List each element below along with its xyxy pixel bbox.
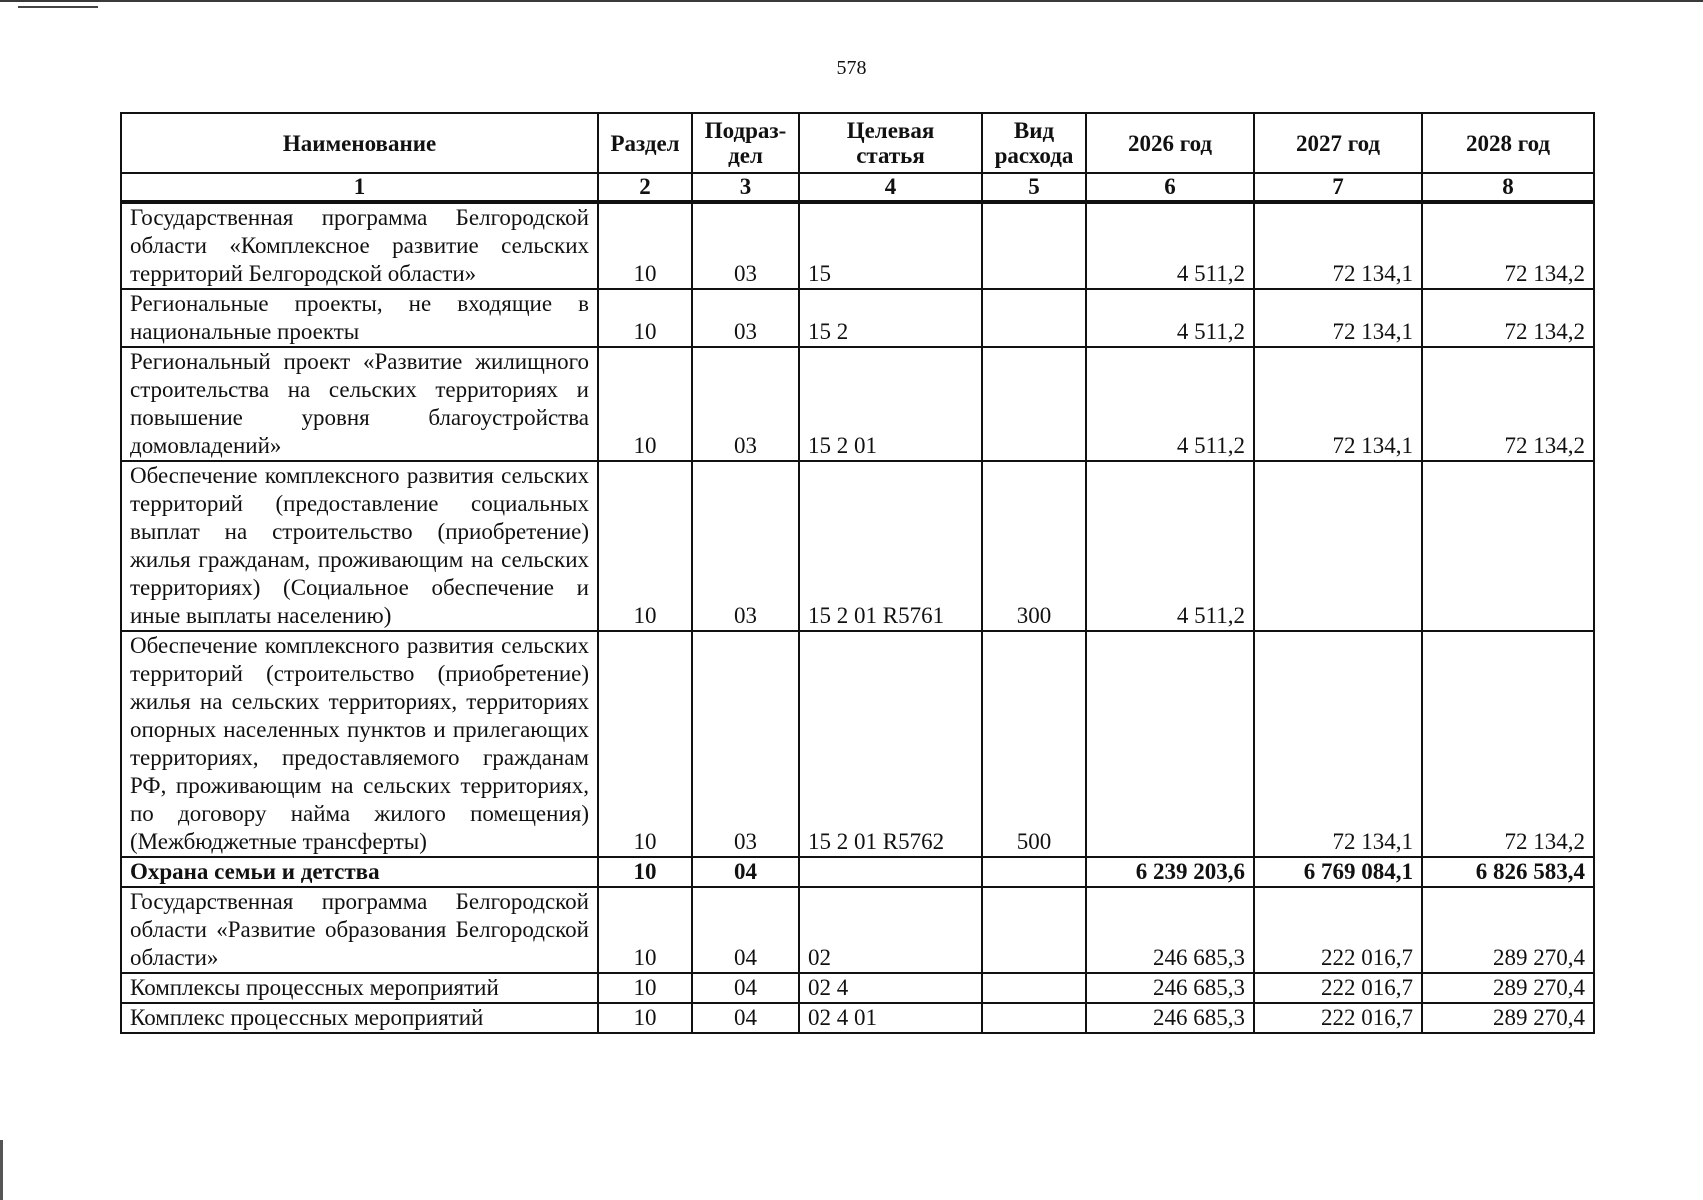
table-row xyxy=(121,631,1594,857)
row-2027: 222 016,7 xyxy=(1254,1003,1422,1033)
row-2028: 289 270,4 xyxy=(1422,1003,1594,1033)
header-type-line1: Вид xyxy=(1013,118,1055,143)
table-row xyxy=(121,973,1594,1003)
row-name: Региональные проекты, не входящие в национальные проекты xyxy=(121,289,598,347)
row-type: 500 xyxy=(982,631,1086,857)
row-subsection: 04 xyxy=(692,857,799,887)
row-2028: 6 826 583,4 xyxy=(1422,857,1594,887)
row-section: 10 xyxy=(598,857,692,887)
row-name: Охрана семьи и детства xyxy=(121,857,598,887)
row-target: 15 2 xyxy=(799,289,982,347)
row-2028: 72 134,2 xyxy=(1422,289,1594,347)
row-subsection: 03 xyxy=(692,347,799,461)
row-2028: 289 270,4 xyxy=(1422,887,1594,973)
header-type-line2: расхода xyxy=(994,143,1074,168)
row-name: Обеспечение комплексного развития сельских территорий (строительство (приобретение) жилья на сельских территориях, территориях опорных населенных пунктов и прилегающих территориях, предоставляемого гражданам РФ, проживающим на сельских территориях, по договору найма жилого помещения) (Межбюджетные трансферты) xyxy=(121,631,598,857)
row-section: 10 xyxy=(598,347,692,461)
row-2027: 72 134,1 xyxy=(1254,631,1422,857)
row-2028: 289 270,4 xyxy=(1422,973,1594,1003)
row-target: 02 4 xyxy=(799,973,982,1003)
row-subsection: 04 xyxy=(692,1003,799,1033)
column-number: 6 xyxy=(1086,173,1254,202)
row-2026 xyxy=(1086,631,1254,857)
header-type xyxy=(982,113,1086,173)
header-2027: 2027 год xyxy=(1254,113,1422,173)
row-type xyxy=(982,1003,1086,1033)
scan-edge-dash xyxy=(18,6,98,8)
row-target: 15 2 01 R5762 xyxy=(799,631,982,857)
row-name: Государственная программа Белгородской области «Развитие образования Белгородской области» xyxy=(121,887,598,973)
row-name: Региональный проект «Развитие жилищного строительства на сельских территориях и повышение уровня благоустройства домовладений» xyxy=(121,347,598,461)
row-target: 02 4 01 xyxy=(799,1003,982,1033)
header-section: Раздел xyxy=(598,113,692,173)
row-2026: 4 511,2 xyxy=(1086,347,1254,461)
row-type xyxy=(982,347,1086,461)
row-2027: 72 134,1 xyxy=(1254,347,1422,461)
row-subsection: 03 xyxy=(692,461,799,631)
row-target xyxy=(799,857,982,887)
row-name: Комплексы процессных мероприятий xyxy=(121,973,598,1003)
header-subsection-line2: дел xyxy=(728,143,763,168)
row-section: 10 xyxy=(598,631,692,857)
row-subsection: 04 xyxy=(692,887,799,973)
row-name: Комплекс процессных мероприятий xyxy=(121,1003,598,1033)
row-target: 15 2 01 xyxy=(799,347,982,461)
row-2028: 72 134,2 xyxy=(1422,202,1594,289)
column-number: 5 xyxy=(982,173,1086,202)
table-row xyxy=(121,347,1594,461)
row-2026: 4 511,2 xyxy=(1086,289,1254,347)
row-section: 10 xyxy=(598,461,692,631)
row-2026: 246 685,3 xyxy=(1086,1003,1254,1033)
budget-table xyxy=(120,112,1595,1034)
column-number: 3 xyxy=(692,173,799,202)
table-row xyxy=(121,202,1594,289)
row-target: 02 xyxy=(799,887,982,973)
row-2026: 246 685,3 xyxy=(1086,973,1254,1003)
row-2027: 72 134,1 xyxy=(1254,202,1422,289)
column-number: 8 xyxy=(1422,173,1594,202)
header-target xyxy=(799,113,982,173)
row-2027 xyxy=(1254,461,1422,631)
row-2028 xyxy=(1422,461,1594,631)
header-2026: 2026 год xyxy=(1086,113,1254,173)
row-type: 300 xyxy=(982,461,1086,631)
row-2028: 72 134,2 xyxy=(1422,347,1594,461)
row-target: 15 xyxy=(799,202,982,289)
table-row xyxy=(121,887,1594,973)
scan-edge-line xyxy=(0,0,1703,2)
row-section: 10 xyxy=(598,1003,692,1033)
row-section: 10 xyxy=(598,202,692,289)
row-type xyxy=(982,202,1086,289)
row-name: Государственная программа Белгородской области «Комплексное развитие сельских территорий Белгородской области» xyxy=(121,202,598,289)
row-2026: 6 239 203,6 xyxy=(1086,857,1254,887)
row-subsection: 03 xyxy=(692,631,799,857)
row-type xyxy=(982,289,1086,347)
row-section: 10 xyxy=(598,887,692,973)
page-number: 578 xyxy=(836,57,867,79)
header-name: Наименование xyxy=(121,113,598,173)
header-subsection xyxy=(692,113,799,173)
row-type xyxy=(982,887,1086,973)
table-row xyxy=(121,289,1594,347)
row-subsection: 04 xyxy=(692,973,799,1003)
row-subsection: 03 xyxy=(692,289,799,347)
table-row-subtotal xyxy=(121,857,1594,887)
row-2027: 72 134,1 xyxy=(1254,289,1422,347)
header-2028: 2028 год xyxy=(1422,113,1594,173)
header-target-line1: Целевая xyxy=(846,118,935,143)
table-row xyxy=(121,1003,1594,1033)
row-subsection: 03 xyxy=(692,202,799,289)
header-subsection-line1: Подраз- xyxy=(704,118,787,143)
scan-edge-mark xyxy=(0,1140,3,1200)
row-2027: 222 016,7 xyxy=(1254,887,1422,973)
row-section: 10 xyxy=(598,973,692,1003)
column-number: 7 xyxy=(1254,173,1422,202)
table-row xyxy=(121,461,1594,631)
row-name: Обеспечение комплексного развития сельских территорий (предоставление социальных выплат на строительство (приобретение) жилья гражданам, проживающим на сельских территориях) (Социальное обеспечение и иные выплаты населению) xyxy=(121,461,598,631)
header-target-line2: статья xyxy=(856,143,925,168)
row-target: 15 2 01 R5761 xyxy=(799,461,982,631)
column-number: 1 xyxy=(121,173,598,202)
row-type xyxy=(982,857,1086,887)
column-number: 2 xyxy=(598,173,692,202)
column-number-row xyxy=(121,173,1594,202)
row-section: 10 xyxy=(598,289,692,347)
row-2026: 4 511,2 xyxy=(1086,461,1254,631)
column-number: 4 xyxy=(799,173,982,202)
header-row xyxy=(121,113,1594,173)
row-2027: 222 016,7 xyxy=(1254,973,1422,1003)
row-2027: 6 769 084,1 xyxy=(1254,857,1422,887)
row-type xyxy=(982,973,1086,1003)
row-2026: 246 685,3 xyxy=(1086,887,1254,973)
row-2026: 4 511,2 xyxy=(1086,202,1254,289)
row-2028: 72 134,2 xyxy=(1422,631,1594,857)
